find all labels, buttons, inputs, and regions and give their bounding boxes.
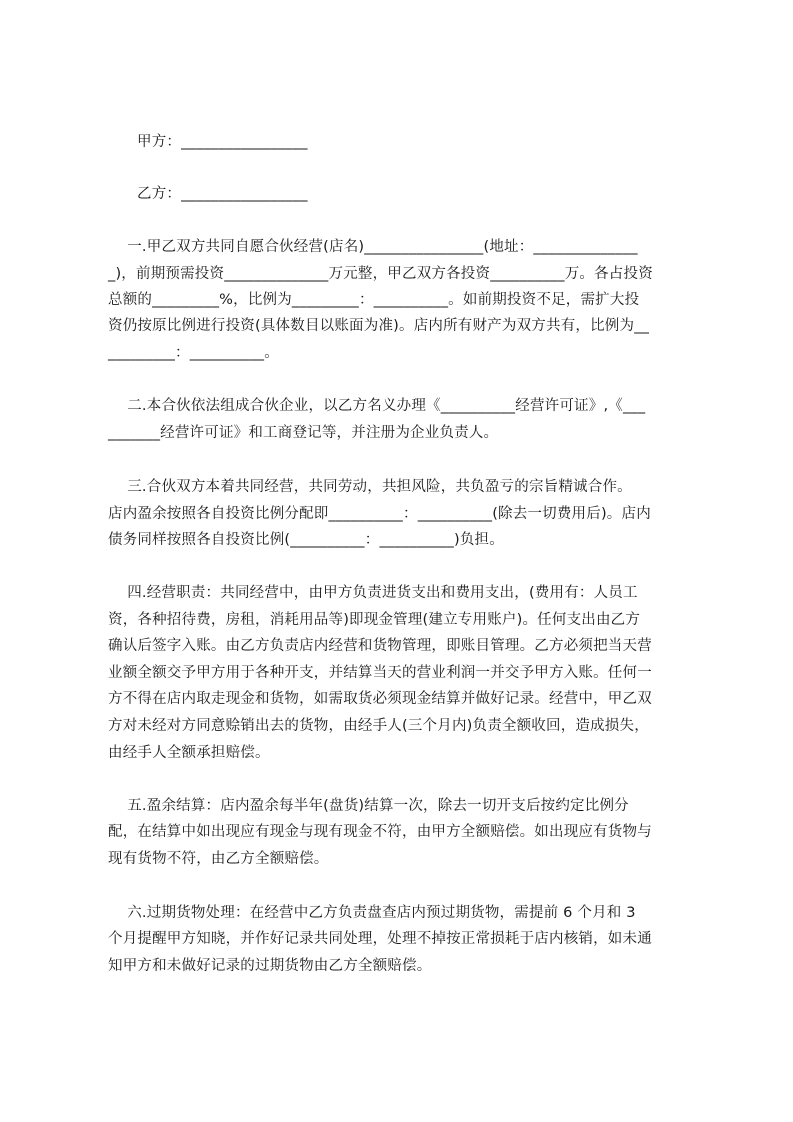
clause-1-line-2: _)，前期预需投资______________万元整，甲乙双方各投资__________万。各占投资	[108, 266, 653, 282]
clause-1-line-3: 总额的_________%，比例为_________：__________。如前期投资不足，需扩大投	[108, 292, 640, 308]
clause-2-line-1: 二.本合伙依法组成合伙企业，以乙方名义办理《__________经营许可证》,《___	[108, 398, 646, 414]
clause-6-line-2: 个月提醒甲方知晓，并作好记录共同处理，处理不掉按正常损耗于店内核销，如未通	[108, 931, 652, 947]
party-a-line: 甲方：_________________	[137, 134, 308, 150]
clause-4-line-7: 由经手人全额承担赔偿。	[108, 745, 270, 761]
clause-3-line-1: 三.合伙双方本着共同经营，共同劳动，共担风险，共负盈亏的宗旨精诚合作。	[108, 479, 632, 495]
party-b-line: 乙方：_________________	[137, 186, 308, 202]
clause-6-line-3: 知甲方和未做好记录的过期货物由乙方全额赔偿。	[108, 958, 432, 974]
clause-4-line-1: 四.经营职责：共同经营中，由甲方负责进货支出和费用支出，(费用有：人员工	[108, 585, 638, 601]
clause-4-line-5: 方不得在店内取走现金和货物，如需取货必须现金结算并做好记录。经营中，甲乙双	[108, 691, 652, 707]
clause-1-line-4: 资仍按原比例进行投资(具体数目以账面为准)。店内所有财产为双方共有，比例为__	[108, 318, 650, 334]
clause-1-line-1: 一.甲乙双方共同自愿合伙经营(店名)________________(地址：______________	[108, 239, 638, 255]
clause-3-line-2: 店内盈余按照各自投资比例分配即__________：__________(除去一切费用后)。店内	[108, 506, 651, 522]
clause-4-line-6: 方对未经对方同意赊销出去的货物，由经手人(三个月内)负责全额收回，造成损失，	[108, 718, 649, 734]
clause-3-line-3: 债务同样按照各自投资比例(__________：__________)负担。	[108, 532, 504, 548]
clause-4-line-3: 确认后签字入账。由乙方负责店内经营和货物管理，即账目管理。乙方必须把当天营	[108, 638, 652, 654]
clause-5-line-2: 配，在结算中如出现应有现金与现有现金不符，由甲方全额赔偿。如出现应有货物与	[108, 824, 652, 840]
clause-4-line-2: 资，各种招待费，房租，消耗用品等)即现金管理(建立专用账户)。任何支出由乙方	[108, 612, 641, 628]
clause-4-line-4: 业额全额交予甲方用于各种开支，并结算当天的营业利润一并交予甲方入账。任何一	[108, 665, 652, 681]
clause-2-line-2: _______经营许可证》和工商登记等，并注册为企业负责人。	[108, 425, 499, 441]
clause-5-line-1: 五.盈余结算：店内盈余每半年(盘货)结算一次，除去一切开支后按约定比例分	[108, 798, 629, 814]
clause-1-line-5: _________：__________。	[108, 345, 279, 361]
clause-5-line-3: 现有货物不符，由乙方全额赔偿。	[108, 851, 329, 867]
clause-6-line-1: 六.过期货物处理：在经营中乙方负责盘查店内预过期货物，需提前 6 个月和 3	[108, 905, 636, 921]
